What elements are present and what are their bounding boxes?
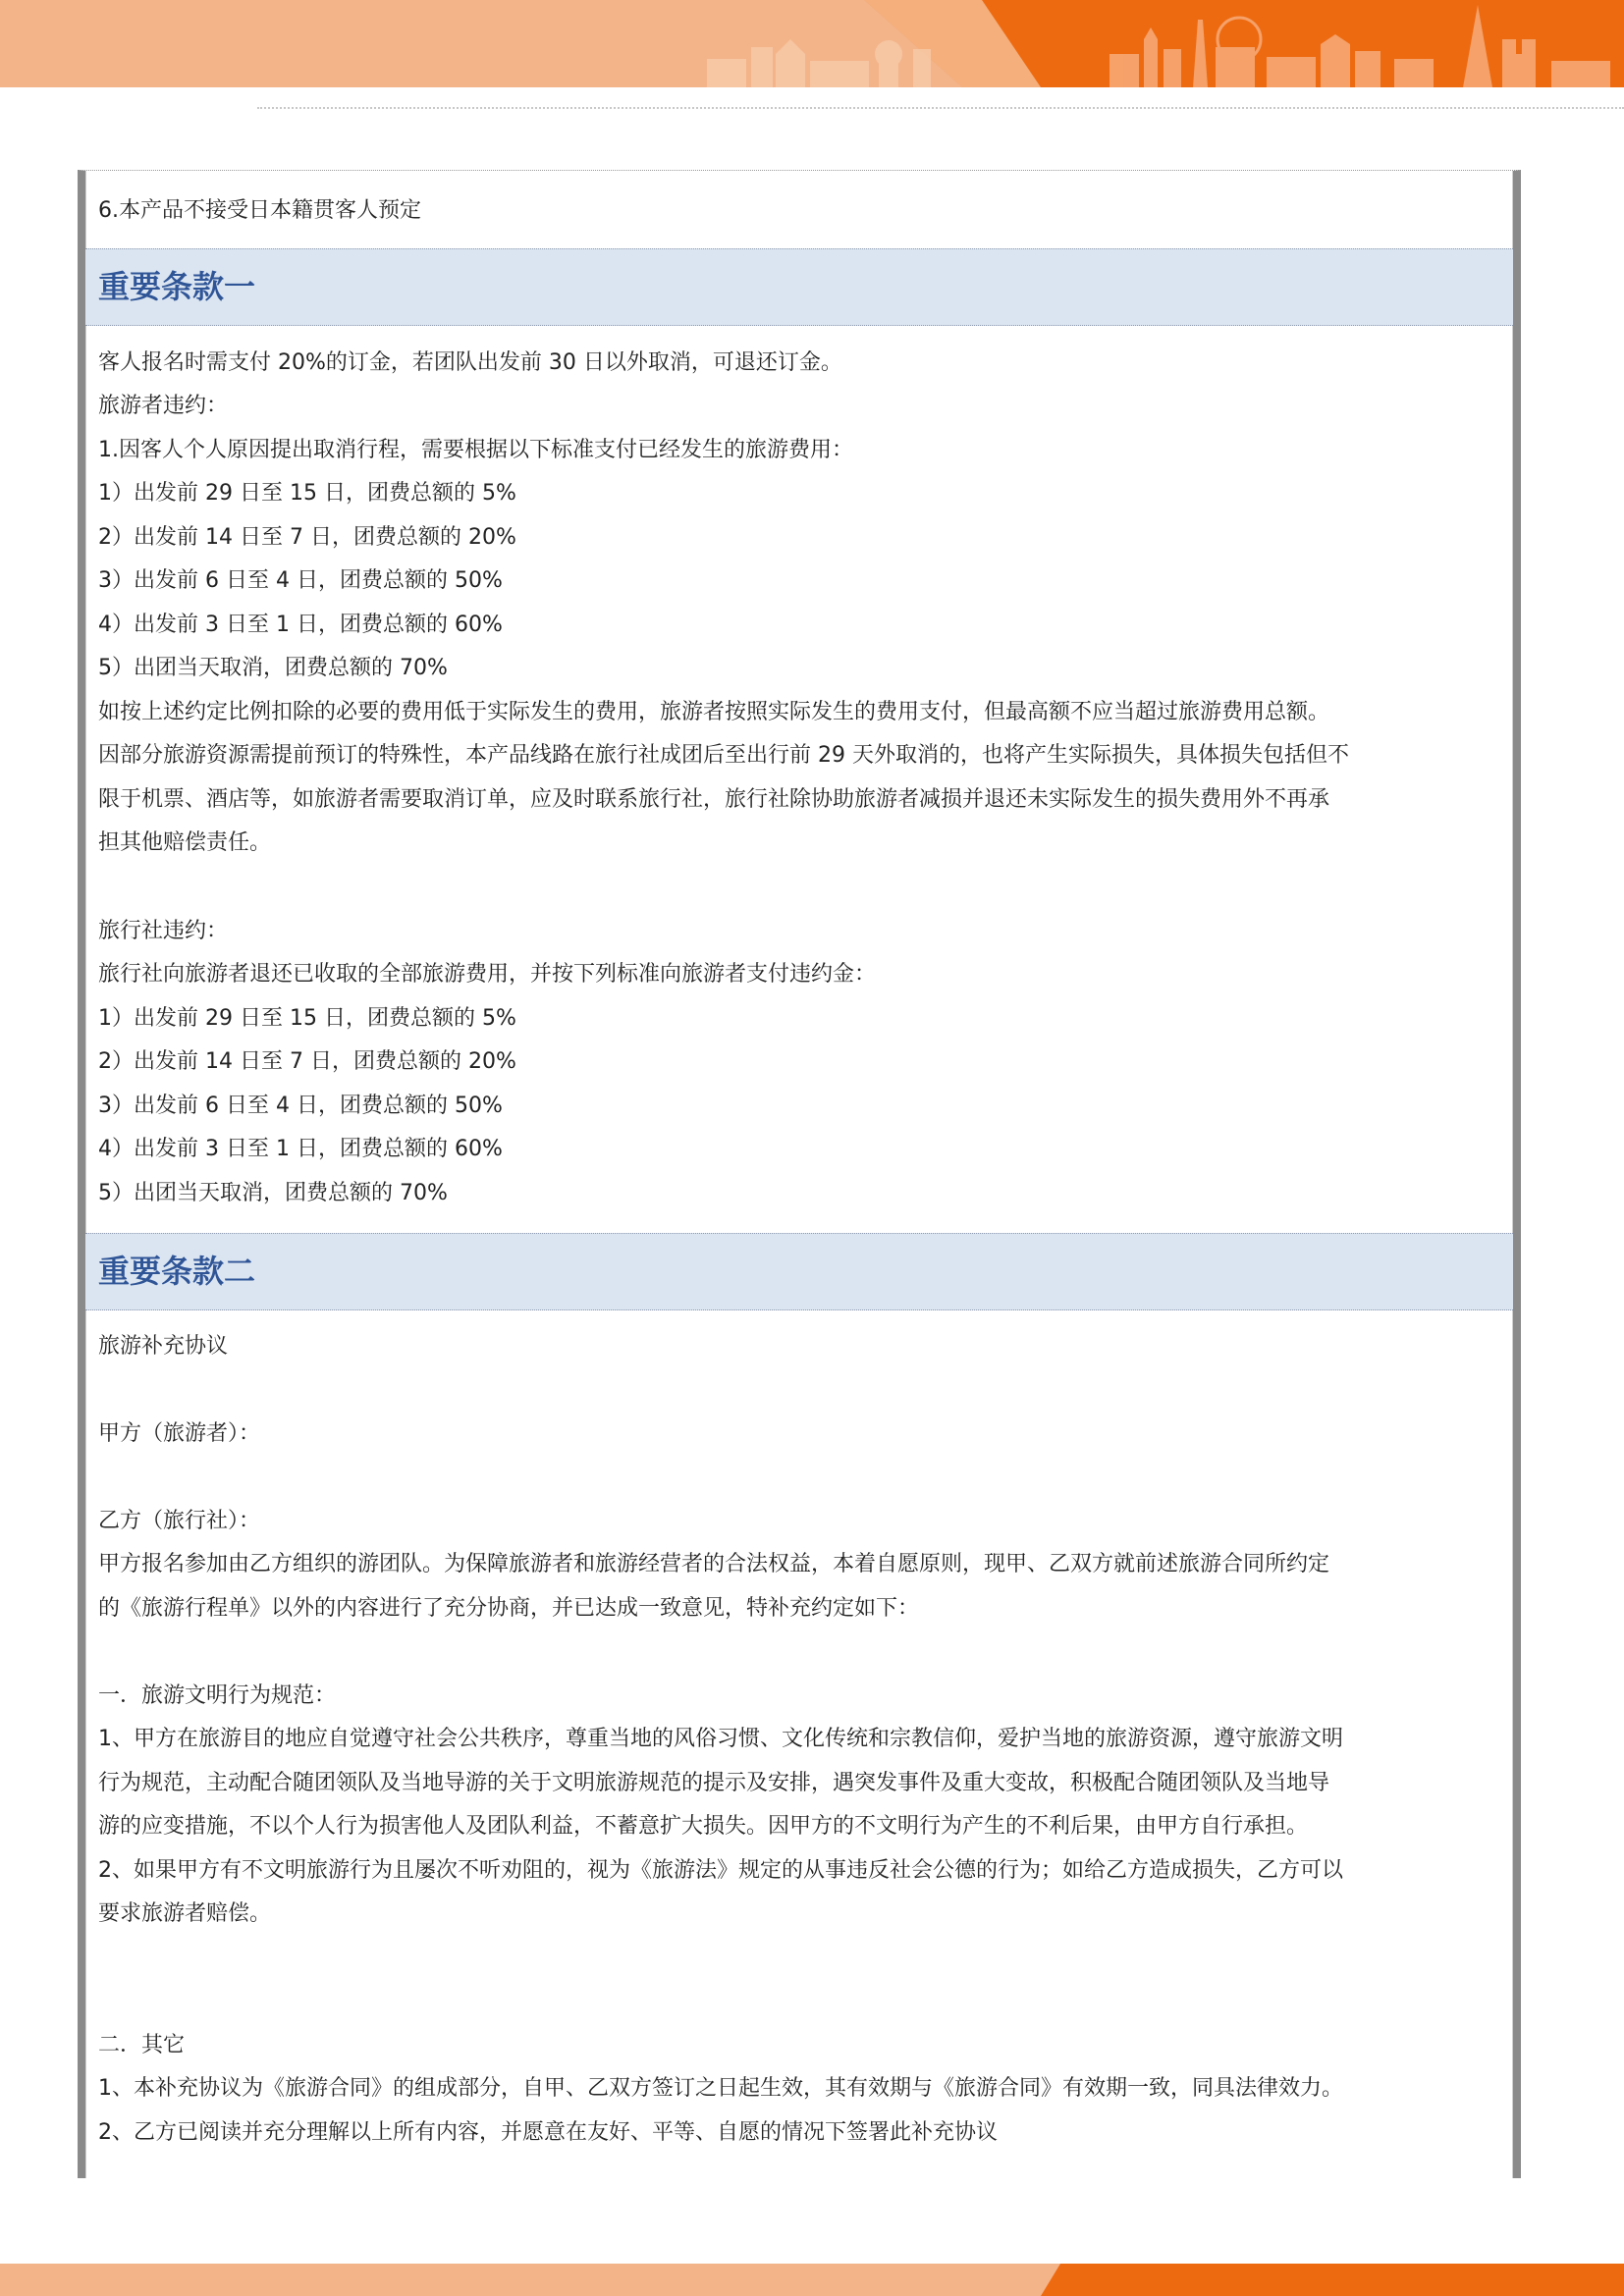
clause-line: 2）出发前 14 日至 7 日，团费总额的 20% xyxy=(98,1049,516,1074)
clause-line: 1.因客人个人原因提出取消行程，需要根据以下标准支付已经发生的旅游费用： xyxy=(98,438,853,462)
clause-line: 5）出团当天取消，团费总额的 70% xyxy=(98,1181,448,1205)
clause-line: 1、本补充协议为《旅游合同》的组成部分，自甲、乙双方签订之日起生效，其有效期与《旅游合同》有效期一致，同具法律效力。 xyxy=(98,2076,1344,2101)
skyline-decoration-icon xyxy=(0,0,1624,87)
clause-line: 5）出团当天取消，团费总额的 70% xyxy=(98,656,448,680)
section-header-2 xyxy=(85,1233,1513,1310)
content-frame xyxy=(78,170,1521,2178)
clause-line: 3）出发前 6 日至 4 日，团费总额的 50% xyxy=(98,568,503,593)
clause-line: 的《旅游行程单》以外的内容进行了充分协商，并已达成一致意见，特补充约定如下： xyxy=(98,1596,920,1621)
clause-line: 4）出发前 3 日至 1 日，团费总额的 60% xyxy=(98,613,503,637)
clause-line: 旅游者违约： xyxy=(98,394,229,418)
clause-line: 2）出发前 14 日至 7 日，团费总额的 20% xyxy=(98,525,516,550)
clause-line: 乙方（旅行社）： xyxy=(98,1509,261,1533)
section-title-2: 重要条款二 xyxy=(98,1253,256,1290)
clause-line: 1、甲方在旅游目的地应自觉遵守社会公共秩序，尊重当地的风俗习惯、文化传统和宗教信仰，爱护当地的旅游资源，遵守旅游文明 xyxy=(98,1727,1344,1751)
clause-line: 客人报名时需支付 20%的订金，若团队出发前 30 日以外取消，可退还订金。 xyxy=(98,350,842,375)
section-header-1 xyxy=(85,248,1513,326)
clause-line: 旅行社向旅游者退还已收取的全部旅游费用，并按下列标准向旅游者支付违约金： xyxy=(98,962,877,987)
clause-line: 4）出发前 3 日至 1 日，团费总额的 60% xyxy=(98,1137,503,1161)
clause-line: 如按上述约定比例扣除的必要的费用低于实际发生的费用，旅游者按照实际发生的费用支付，但最高额不应当超过旅游费用总额。 xyxy=(98,700,1330,724)
note-line: 6.本产品不接受日本籍贯客人预定 xyxy=(98,198,421,223)
footer-stripe-icon xyxy=(0,2264,1624,2296)
clause-line: 甲方（旅游者）： xyxy=(98,1421,261,1446)
clause-line: 2、乙方已阅读并充分理解以上所有内容，并愿意在友好、平等、自愿的情况下签署此补充协议 xyxy=(98,2120,999,2145)
clause-line: 因部分旅游资源需提前预订的特殊性，本产品线路在旅行社成团后至出行前 29 天外取消的，也将产生实际损失，具体损失包括但不 xyxy=(98,743,1349,768)
clause-line: 2、如果甲方有不文明旅游行为且屡次不听劝阻的，视为《旅游法》规定的从事违反社会公德的行为；如给乙方造成损失，乙方可以 xyxy=(98,1858,1344,1883)
clause-line: 限于机票、酒店等，如旅游者需要取消订单，应及时联系旅行社，旅行社除协助旅游者减损并退还未实际发生的损失费用外不再承 xyxy=(98,787,1330,812)
clause-line: 要求旅游者赔偿。 xyxy=(98,1901,272,1926)
header-divider xyxy=(257,107,1624,109)
clause-line: 3）出发前 6 日至 4 日，团费总额的 50% xyxy=(98,1094,503,1118)
clause-line: 1）出发前 29 日至 15 日，团费总额的 5% xyxy=(98,481,516,506)
header-banner xyxy=(0,0,1624,87)
section-title-1: 重要条款一 xyxy=(98,268,256,305)
clause-line: 一．旅游文明行为规范： xyxy=(98,1683,337,1708)
clause-line: 甲方报名参加由乙方组织的游团队。为保障旅游者和旅游经营者的合法权益，本着自愿原则，现甲、乙双方就前述旅游合同所约定 xyxy=(98,1552,1330,1576)
footer-banner xyxy=(0,2264,1624,2296)
clause-line: 行为规范，主动配合随团领队及当地导游的关于文明旅游规范的提示及安排，遇突发事件及重大变故，积极配合随团领队及当地导 xyxy=(98,1771,1330,1795)
clause-line: 担其他赔偿责任。 xyxy=(98,830,272,855)
clause-line: 二．其它 xyxy=(98,2033,186,2057)
clause-line: 1）出发前 29 日至 15 日，团费总额的 5% xyxy=(98,1006,516,1031)
clause-line: 旅游补充协议 xyxy=(98,1334,229,1359)
clause-line: 旅行社违约： xyxy=(98,919,229,943)
clause-line: 游的应变措施，不以个人行为损害他人及团队利益，不蓄意扩大损失。因甲方的不文明行为产生的不利后果，由甲方自行承担。 xyxy=(98,1814,1309,1839)
